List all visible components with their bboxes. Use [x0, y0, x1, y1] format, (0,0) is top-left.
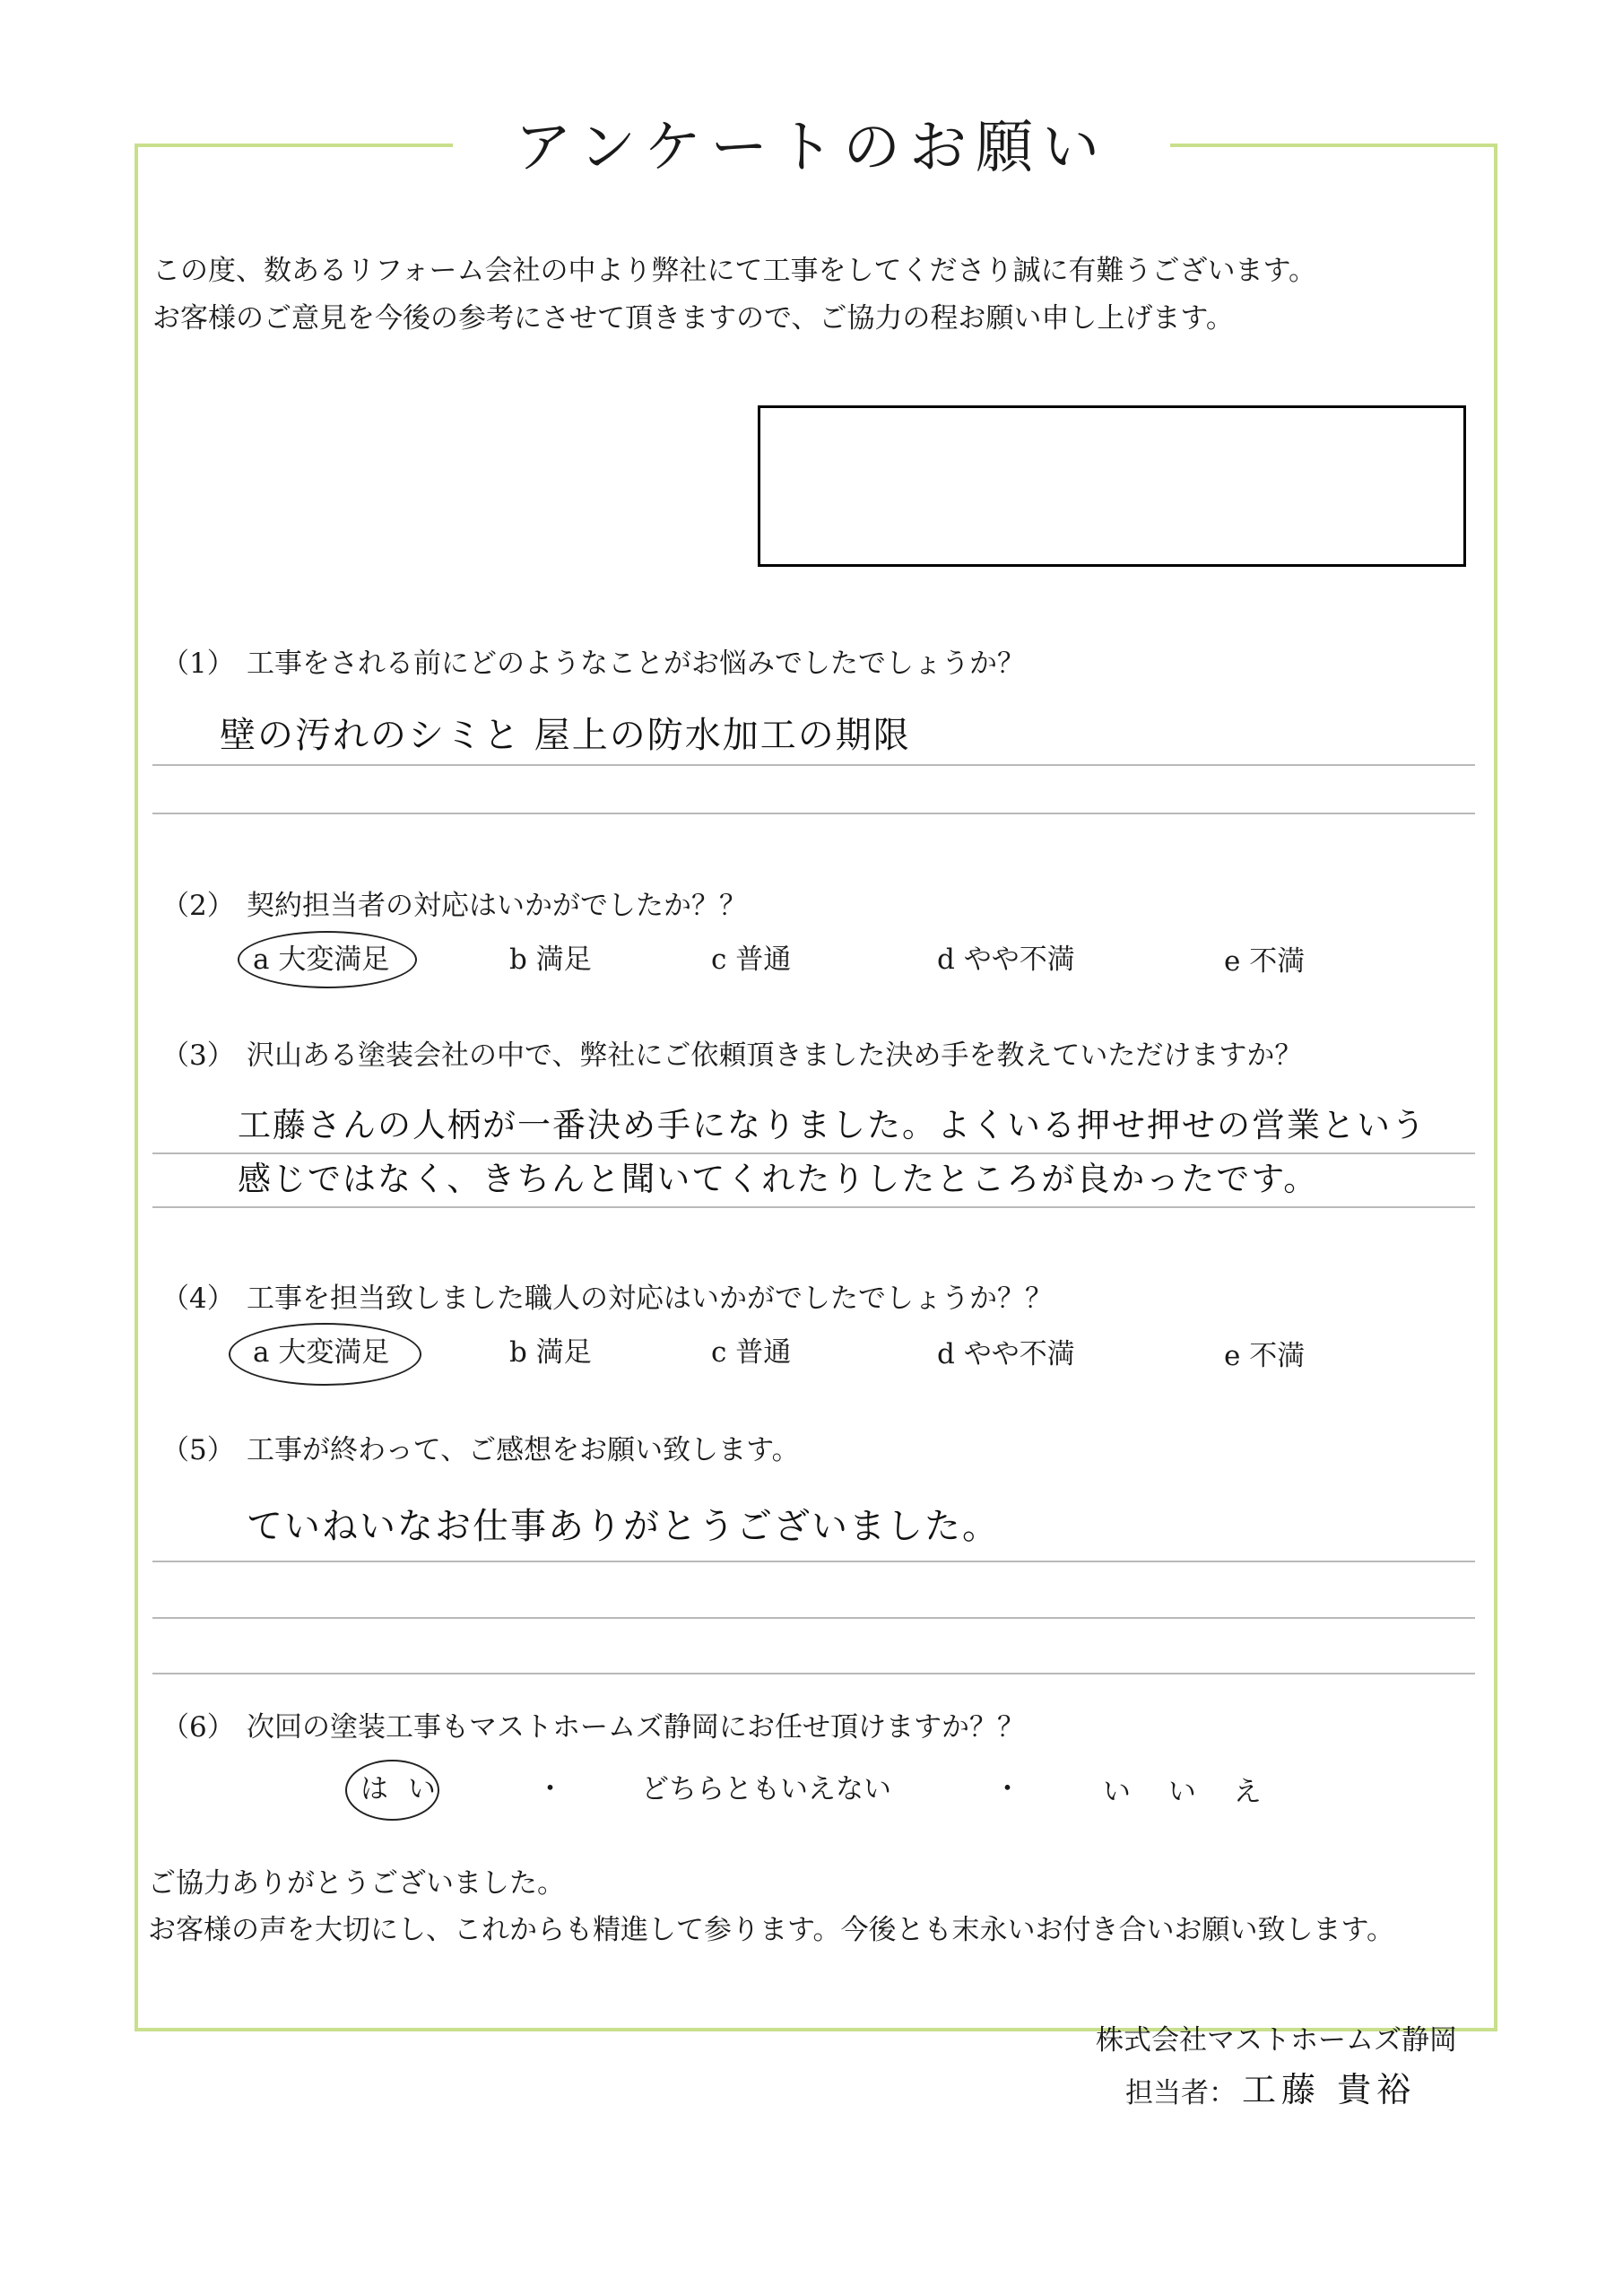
q2-option-b: b 満足	[509, 944, 592, 976]
q4-question: 工事を担当致しました職人の対応はいかがでしたでしょうか？？	[247, 1283, 1053, 1315]
q6-question: 次回の塗装工事もマストホームズ静岡にお任せ頂けますか？？	[247, 1711, 1025, 1744]
q2-question: 契約担当者の対応はいかがでしたか？？	[247, 890, 747, 922]
q3-answer-line-2: 感じではなく、きちんと聞いてくれたりしたところが良かったです。	[238, 1160, 1319, 1198]
q2-option-d: d やや不満	[937, 944, 1075, 976]
q4-option-e: e 不満	[1224, 1340, 1306, 1372]
intro-line-2: お客様のご意見を今後の参考にさせて頂きますので、ご協力の程お願い申し上げます。	[152, 302, 1234, 335]
q4-option-b: b 満足	[509, 1336, 592, 1369]
answer-line	[152, 1206, 1475, 1208]
answer-line	[152, 1617, 1475, 1619]
answer-line	[152, 1152, 1475, 1154]
q3-answer-line-1: 工藤さんの人柄が一番決め手になりました。よくいる押せ押せの営業という	[238, 1106, 1427, 1144]
q2-option-e: e 不満	[1224, 945, 1306, 978]
answer-line	[152, 1561, 1475, 1562]
q4-option-a: a 大変満足	[253, 1336, 390, 1369]
q2-option-a: a 大変満足	[253, 944, 390, 976]
q4-option-d: d やや不満	[937, 1338, 1075, 1370]
page-title: アンケートのお願い	[514, 115, 1109, 181]
q3-number: （3）	[161, 1039, 235, 1072]
staff-name: 工藤 貴裕	[1242, 2070, 1417, 2109]
staff-label: 担当者：	[1125, 2077, 1237, 2109]
closing-line-2: お客様の声を大切にし、これからも精進して参ります。今後とも末永いお付き合いお願い致します。	[148, 1914, 1395, 1946]
q6-number: （6）	[161, 1711, 235, 1744]
q5-question: 工事が終わって、ご感想をお願い致します。	[247, 1434, 800, 1466]
q6-option-yes: は い	[360, 1773, 441, 1805]
q6-separator: ・	[536, 1773, 564, 1805]
company-name: 株式会社マストホームズ静岡	[1096, 2024, 1457, 2057]
redacted-name-box	[758, 405, 1466, 567]
q6-option-no: い い え	[1103, 1776, 1276, 1808]
q1-question: 工事をされる前にどのようなことがお悩みでしたでしょうか？	[247, 648, 1025, 680]
title-band	[453, 108, 1170, 188]
q2-option-c: c 普通	[711, 944, 792, 976]
q6-option-undecided: どちらともいえない	[641, 1773, 891, 1805]
answer-line	[152, 764, 1475, 766]
q2-number: （2）	[161, 890, 235, 922]
q6-separator: ・	[994, 1773, 1021, 1805]
answer-line	[152, 1673, 1475, 1674]
closing-line-1: ご協力ありがとうございました。	[148, 1867, 565, 1900]
q1-answer: 壁の汚れのシミと 屋上の防水加工の期限	[220, 715, 911, 756]
intro-line-1: この度、数あるリフォーム会社の中より弊社にて工事をしてくださり誠に有難うございます。	[152, 255, 1316, 287]
q4-option-c: c 普通	[711, 1336, 792, 1369]
answer-line	[152, 813, 1475, 814]
q3-question: 沢山ある塗装会社の中で、弊社にご依頼頂きました決め手を教えていただけますか？	[247, 1039, 1303, 1072]
q4-number: （4）	[161, 1283, 235, 1315]
q5-number: （5）	[161, 1434, 235, 1466]
q1-number: （1）	[161, 648, 235, 680]
q5-answer: ていねいなお仕事ありがとうございました。	[247, 1506, 1000, 1547]
